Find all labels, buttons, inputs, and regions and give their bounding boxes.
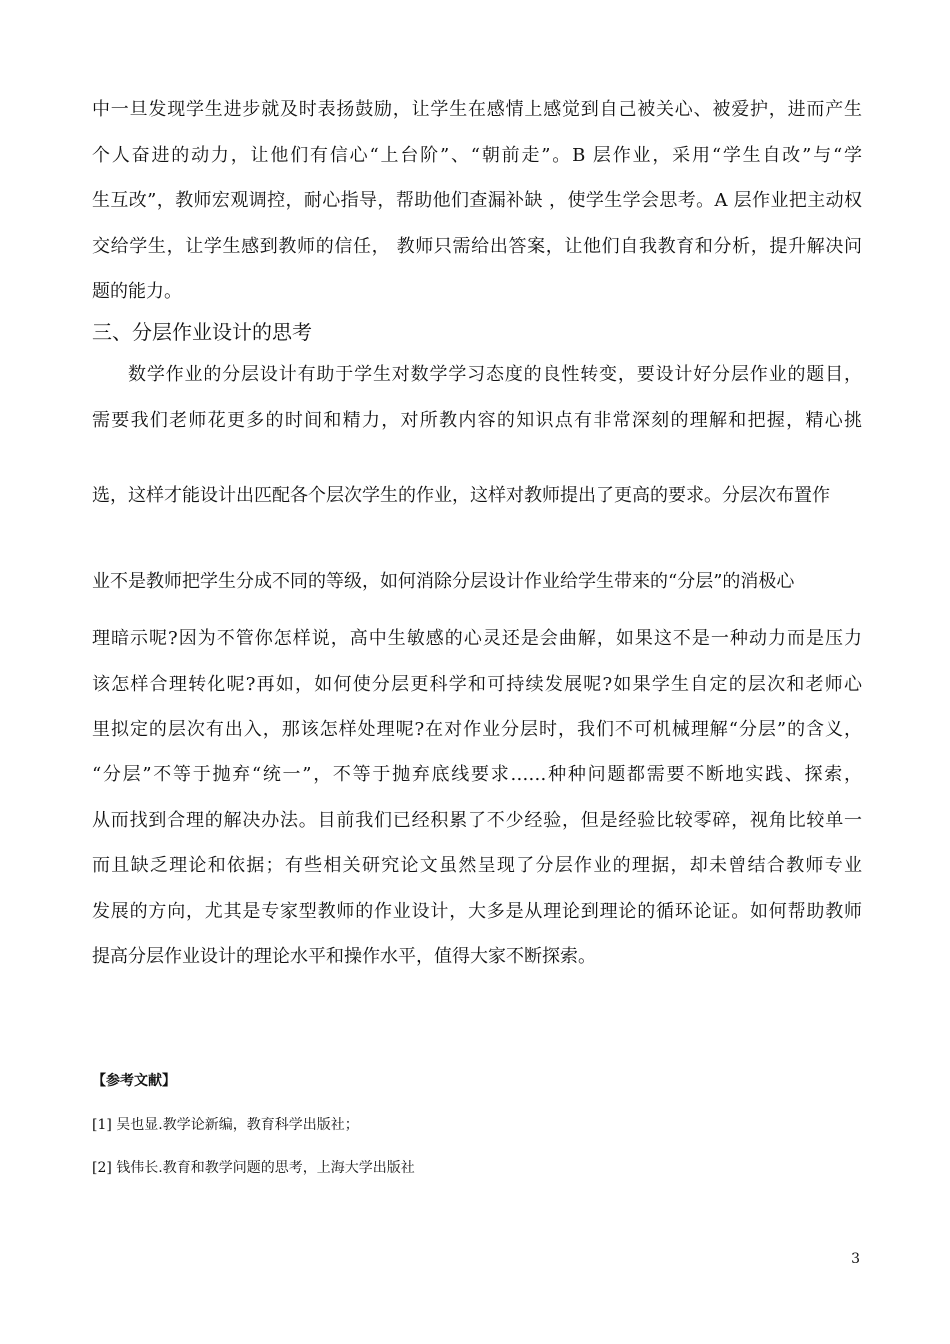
body-text-line: 题的能力。 [92,281,182,302]
body-text-line: 而且缺乏理论和依据；有些相关研究论文虽然呈现了分层作业的理据，却未曾结合教师专业 [92,855,862,876]
body-text-line-mixed [92,484,862,508]
body-text-line: “分层”不等于抛弃“统一”，不等于抛弃底线要求……种种问题都需要不断地实践、探索， [92,764,862,785]
body-text-segment: 如何消除分层设计作业给学生带来的“分层”的消极心 [380,571,795,592]
body-text-line: 从而找到合理的解决办法。目前我们已经积累了不少经验，但是经验比较零碎，视角比较单一 [92,810,862,831]
page-number: 3 [851,1251,860,1267]
body-text-line: 里拟定的层次有出入，那该怎样处理呢?在对作业分层时，我们不可机械理解“分层”的含义， [92,719,862,740]
body-text-segment-sans: 分层次布置作 [722,485,830,506]
body-text-segment: 选，这样才能设计出匹配各个层次学生的作业，这样对教师提出了更高的要求。 [92,485,722,506]
references-title: 【参考文献】 [92,1073,176,1089]
reference-item: [2] 钱伟长.教育和教学问题的思考，上海大学出版社 [92,1160,415,1176]
body-text-line: 个人奋进的动力，让他们有信心“上台阶”、“朝前走”。B 层作业，采用“学生自改”与“学 [92,145,862,166]
body-text-line: 理暗示呢?因为不管你怎样说，高中生敏感的心灵还是会曲解，如果这不是一种动力而是压力 [92,628,862,649]
body-text-line: 生互改”，教师宏观调控，耐心指导，帮助他们查漏补缺 ，使学生学会思考。A 层作业把主动权 [92,190,862,211]
body-text-line: 中一旦发现学生进步就及时表扬鼓励，让学生在感情上感觉到自己被关心、被爱护，进而产生 [92,99,862,120]
body-text-line: 交给学生，让学生感到教师的信任， 教师只需给出答案，让他们自我教育和分析，提升解决问 [92,236,862,257]
body-text-segment-sans: 业不是教师把学生分成不同的等级， [92,571,380,592]
body-text-line: 提高分层作业设计的理论水平和操作水平，值得大家不断探索。 [92,946,596,967]
section-heading: 三、分层作业设计的思考 [92,320,312,344]
body-text-line-mixed [92,570,862,594]
reference-item: [1] 吴也显.教学论新编，教育科学出版社； [92,1117,359,1133]
body-text-line: 需要我们老师花更多的时间和精力，对所教内容的知识点有非常深刻的理解和把握，精心挑 [92,410,862,431]
body-text-line: 发展的方向，尤其是专家型教师的作业设计，大多是从理论到理论的循环论证。如何帮助教师 [92,901,862,922]
body-text-line: 该怎样合理转化呢?再如，如何使分层更科学和可持续发展呢?如果学生自定的层次和老师心 [92,674,862,695]
body-text-line: 数学作业的分层设计有助于学生对数学学习态度的良性转变，要设计好分层作业的题目， [128,364,862,385]
